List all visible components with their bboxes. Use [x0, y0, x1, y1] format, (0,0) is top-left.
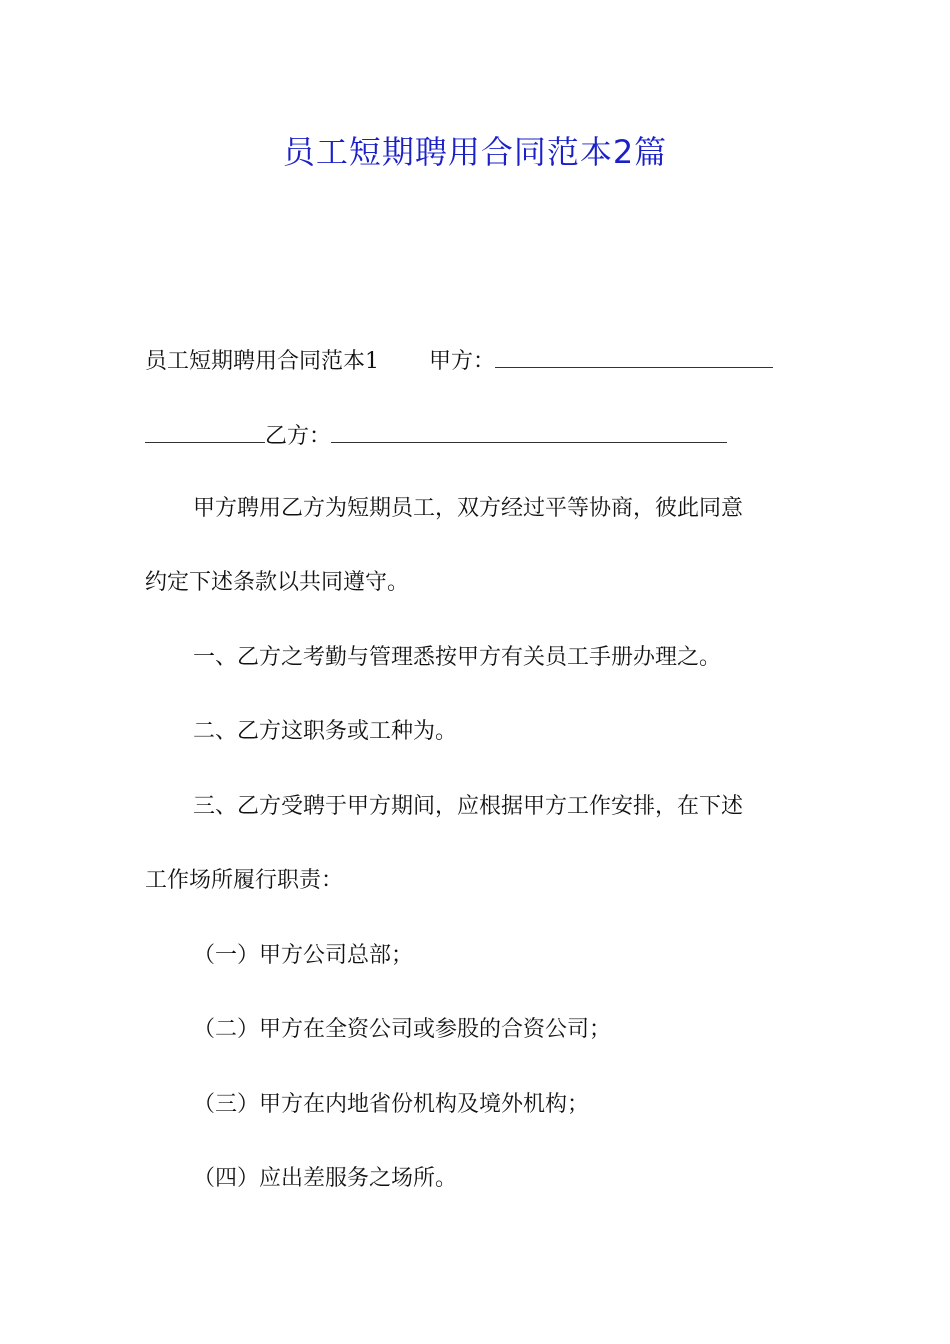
- clause-3-line-2: 工作场所履行职责：: [145, 868, 344, 893]
- party-b-label: 乙方：: [265, 424, 332, 449]
- workplace-item-2: （二）甲方在全资公司或参股的合资公司；: [193, 1017, 612, 1042]
- clause-2: 二、乙方这职务或工种为。: [193, 719, 458, 744]
- document-title: 员工短期聘用合同范本2篇: [282, 133, 668, 171]
- contract-subtitle: 员工短期聘用合同范本1: [145, 349, 379, 374]
- workplace-item-3: （三）甲方在内地省份机构及境外机构；: [193, 1092, 590, 1117]
- clause-1: 一、乙方之考勤与管理悉按甲方有关员工手册办理之。: [193, 645, 722, 670]
- paragraph-1-line-2: 约定下述条款以共同遵守。: [145, 570, 410, 595]
- party-b-line: [145, 420, 727, 452]
- party-a-line: [145, 345, 773, 377]
- workplace-item-4: （四）应出差服务之场所。: [193, 1166, 458, 1191]
- clause-3-line-1: 三、乙方受聘于甲方期间，应根据甲方工作安排，在下述: [193, 794, 744, 819]
- party-a-label: 甲方：: [429, 349, 496, 374]
- workplace-item-1: （一）甲方公司总部；: [193, 943, 414, 968]
- paragraph-1-line-1: 甲方聘用乙方为短期员工，双方经过平等协商，彼此同意: [193, 496, 744, 521]
- party-a-blank[interactable]: [495, 345, 773, 368]
- party-a-blank-continued[interactable]: [145, 420, 265, 443]
- party-b-blank[interactable]: [331, 420, 727, 443]
